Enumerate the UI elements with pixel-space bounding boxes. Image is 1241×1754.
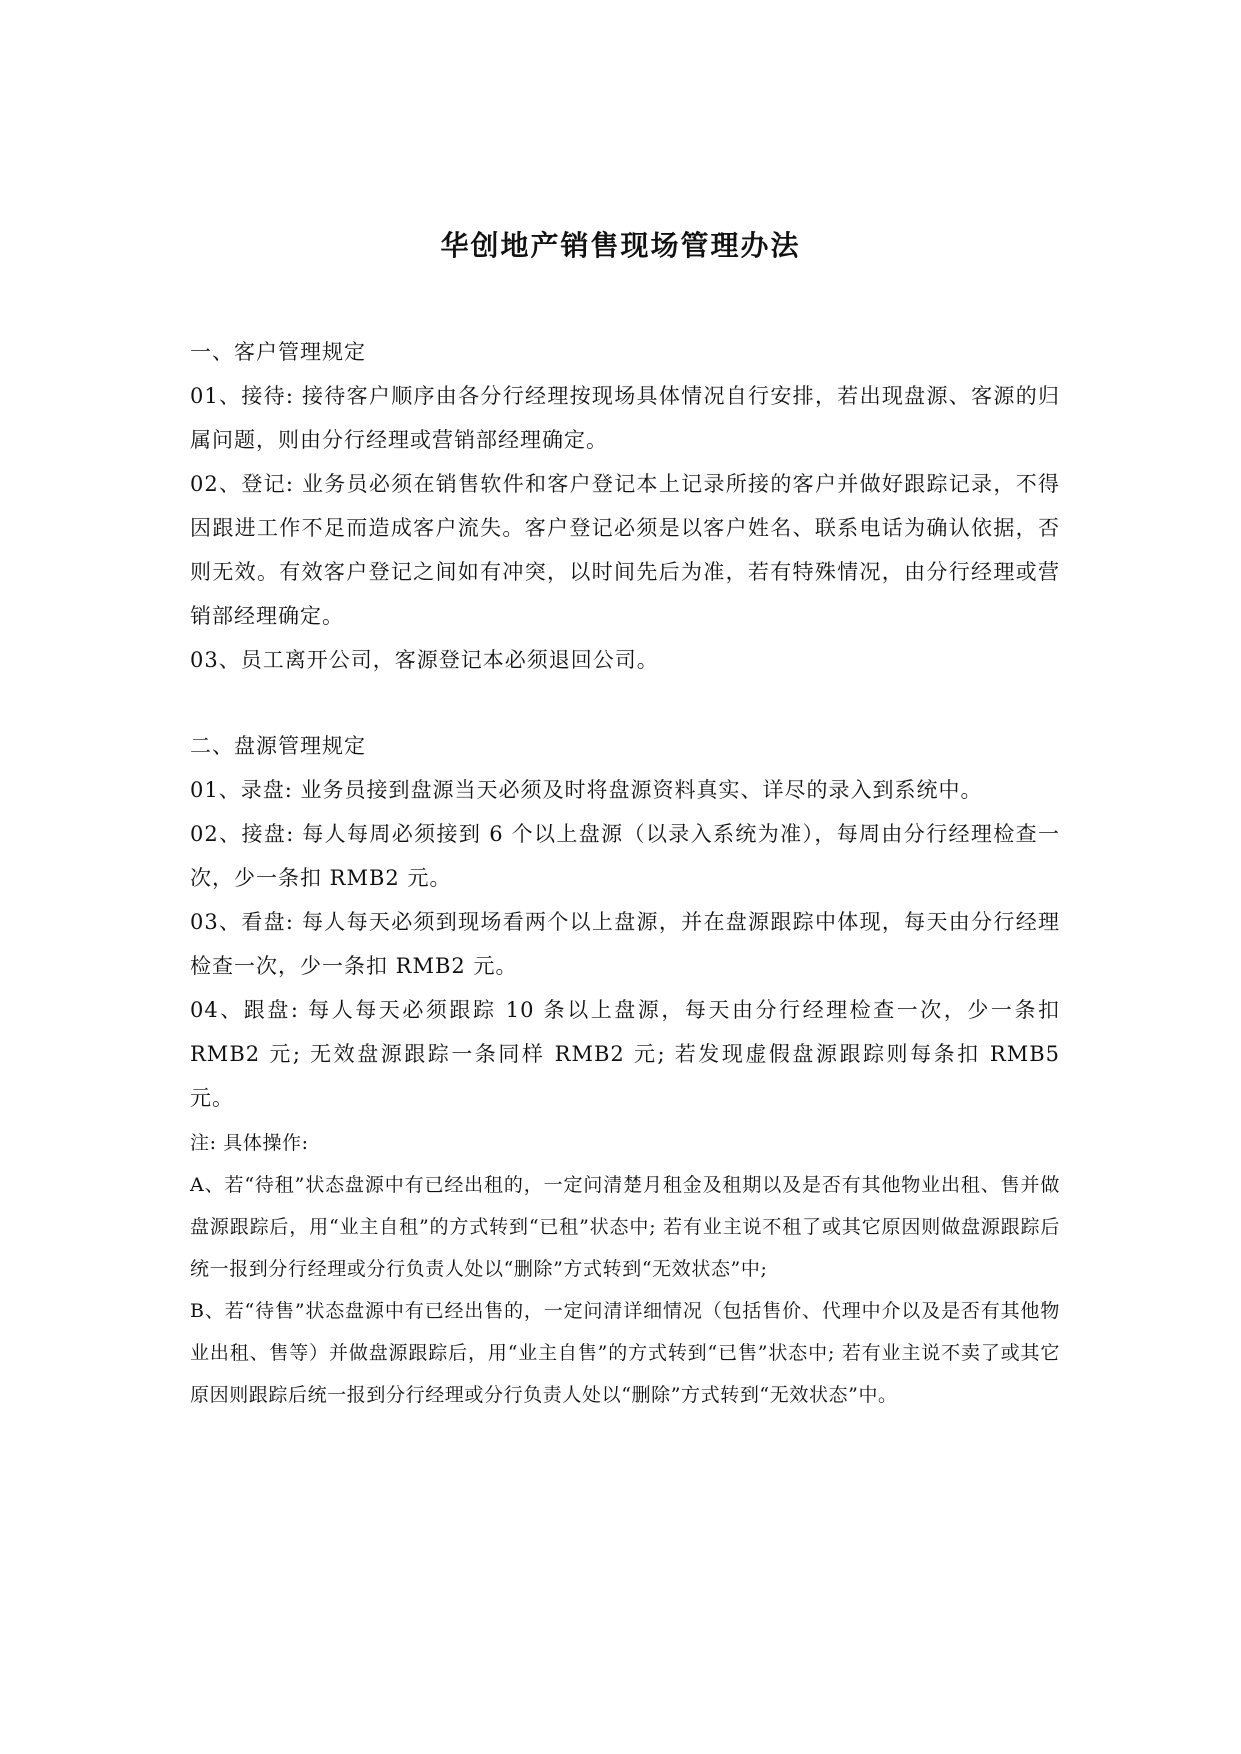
section-heading-listing-management: 二、盘源管理规定: [190, 734, 366, 758]
document-content: [190, 330, 1060, 1416]
note-heading: 注: 具体操作:: [190, 1132, 309, 1154]
document-title: 华创地产销售现场管理办法: [440, 229, 801, 262]
listing-rule-viewing: 03、看盘: 每人每天必须到现场看两个以上盘源，并在盘源跟踪中体现，每天由分行经理检查一次，少一条扣 RMB2 元。: [190, 910, 1060, 978]
customer-rule-departure: 03、员工离开公司，客源登记本必须退回公司。: [190, 648, 659, 672]
note-item-sale: B、若“待售”状态盘源中有已经出售的，一定问清详细情况（包括售价、代理中介以及是否有其他物业出租、售等）并做盘源跟踪后，用“业主自售”的方式转到“已售”状态中; 若有业主说不卖了或其它原因则跟踪后统一报到分行经理或分行负责人处以“删除”方式转到“无效状态”中。: [190, 1300, 1060, 1406]
listing-rule-entry: 01、录盘: 业务员接到盘源当天必须及时将盘源资料真实、详尽的录入到系统中。: [190, 778, 983, 802]
section-spacer: [190, 682, 1060, 724]
note-item-rental: A、若“待租”状态盘源中有已经出租的，一定问清楚月租金及租期以及是否有其他物业出租、售并做盘源跟踪后，用“业主自租”的方式转到“已租”状态中; 若有业主说不租了或其它原因则做盘源跟踪后统一报到分行经理或分行负责人处以“删除”方式转到“无效状态”中;: [190, 1174, 1060, 1280]
listing-rule-follow-up: 04、跟盘: 每人每天必须跟踪 10 条以上盘源，每天由分行经理检查一次，少一条扣 RMB2 元; 无效盘源跟踪一条同样 RMB2 元; 若发现虚假盘源跟踪则每条扣 RMB5 元。: [190, 998, 1060, 1110]
note-section: [190, 1122, 1060, 1416]
listing-rule-acquisition: 02、接盘: 每人每周必须接到 6 个以上盘源（以录入系统为准），每周由分行经理检查一次，少一条扣 RMB2 元。: [190, 822, 1060, 890]
customer-rule-reception: 01、接待: 接待客户顺序由各分行经理按现场具体情况自行安排，若出现盘源、客源的归属问题，则由分行经理或营销部经理确定。: [190, 384, 1060, 452]
customer-rule-registration: 02、登记: 业务员必须在销售软件和客户登记本上记录所接的客户并做好跟踪记录，不得因跟进工作不足而造成客户流失。客户登记必须是以客户姓名、联系电话为确认依据，否则无效。有效客户登记之间如有冲突，以时间先后为准，若有特殊情况，由分行经理或营销部经理确定。: [190, 472, 1060, 628]
section-heading-customer-management: 一、客户管理规定: [190, 340, 366, 364]
